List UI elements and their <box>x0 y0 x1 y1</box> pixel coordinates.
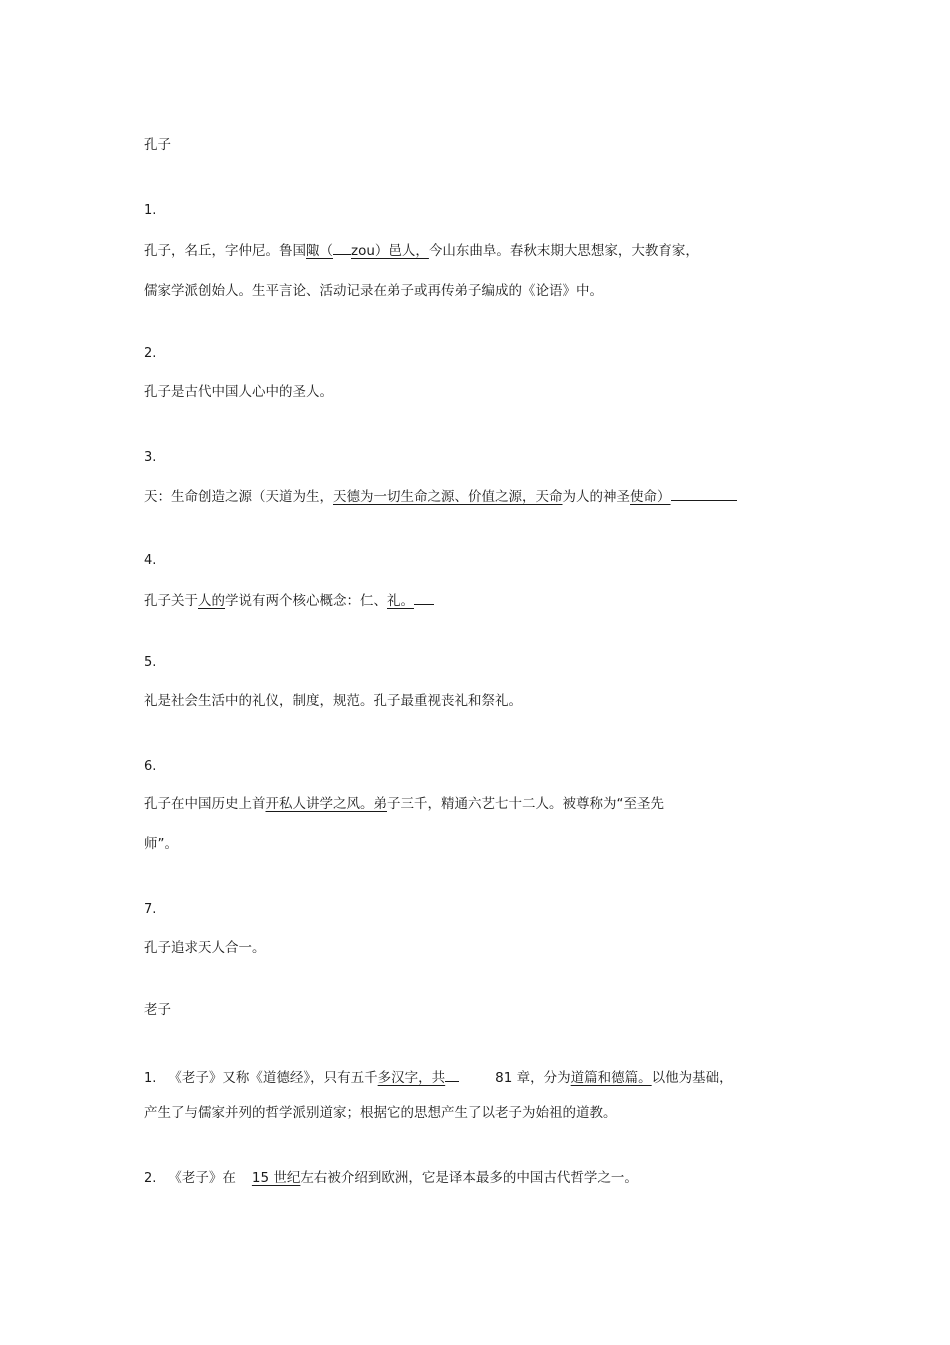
text-span: 孔子在中国历史上首 <box>144 796 266 812</box>
section-title-kongzi: 孔子 <box>144 137 171 153</box>
item-text: 孔子是古代中国人心中的圣人。 <box>144 384 333 400</box>
text-span: 孔子，名丘，字仲尼。鲁国 <box>144 243 306 259</box>
item-text: 礼是社会生活中的礼仪，制度，规范。孔子最重视丧礼和祭礼。 <box>144 693 522 709</box>
item-number: 5. <box>144 655 157 670</box>
text-span: 左右被介绍到欧洲，它是译本最多的中国古代哲学之一。 <box>300 1170 638 1186</box>
item-number: 2. <box>144 346 157 361</box>
text-span: 子三千，精通六艺七十二人。被尊称为“至圣先 <box>387 796 664 812</box>
text-span: 《老子》在 <box>168 1170 236 1186</box>
item-text <box>144 486 737 506</box>
item-text: 孔子追求天人合一。 <box>144 940 266 956</box>
underlined-text: 礼。 <box>387 593 414 609</box>
underlined-text: 源、价值之源，天命 <box>441 489 563 505</box>
text-span: 为人的神圣 <box>562 489 630 505</box>
underlined-text: 开私人讲学之风。弟 <box>265 796 387 812</box>
item-text <box>144 590 434 610</box>
item-number: 1. <box>144 203 157 218</box>
text-span: 81 章，分为 <box>495 1070 571 1086</box>
blank-line <box>445 1067 459 1082</box>
underlined-text: zou）邑人， <box>351 243 429 259</box>
text-span: 天：生命创造之源（天道为生， <box>144 489 333 505</box>
section-title-laozi: 老子 <box>144 1002 171 1018</box>
item-text <box>144 240 699 260</box>
underlined-text: 道篇和德篇。 <box>570 1070 652 1086</box>
item-text: 产生了与儒家并列的哲学派别道家；根据它的思想产生了以老子为始祖的道教。 <box>144 1105 617 1121</box>
item-number: 7. <box>144 902 157 917</box>
text-span: 孔子关于 <box>144 593 198 609</box>
item-number: 1. <box>144 1071 157 1086</box>
item-text <box>144 1169 638 1188</box>
item-text <box>144 1067 733 1088</box>
item-text <box>144 795 664 813</box>
item-number: 2. <box>144 1171 157 1186</box>
text-span: 今山东曲阜。春秋末期大思想家，大教育家， <box>428 243 699 259</box>
item-number: 3. <box>144 450 157 465</box>
item-text: 师”。 <box>144 836 178 852</box>
blank-line <box>333 240 351 255</box>
text-span: 《老子》又称《道德经》，只有五千 <box>168 1070 378 1086</box>
underlined-text: 15 世纪 <box>251 1170 301 1186</box>
item-number: 6. <box>144 759 157 774</box>
underlined-text: 使命） <box>630 489 671 505</box>
underlined-text: 陬（ <box>306 243 333 259</box>
text-span: 学说有两个核心概念：仁、 <box>225 593 387 609</box>
blank-line <box>414 590 434 605</box>
item-text: 儒家学派创始人。生平言论、活动记录在弟子或再传弟子编成的《论语》中。 <box>144 283 603 299</box>
item-number: 4. <box>144 553 157 568</box>
underlined-text: 天德为一切生命之 <box>333 489 441 505</box>
underlined-text: 人的 <box>198 593 225 609</box>
underlined-text: 多汉字，共 <box>377 1070 446 1086</box>
blank-line <box>671 486 737 501</box>
text-span: 以他为基础， <box>651 1070 733 1086</box>
